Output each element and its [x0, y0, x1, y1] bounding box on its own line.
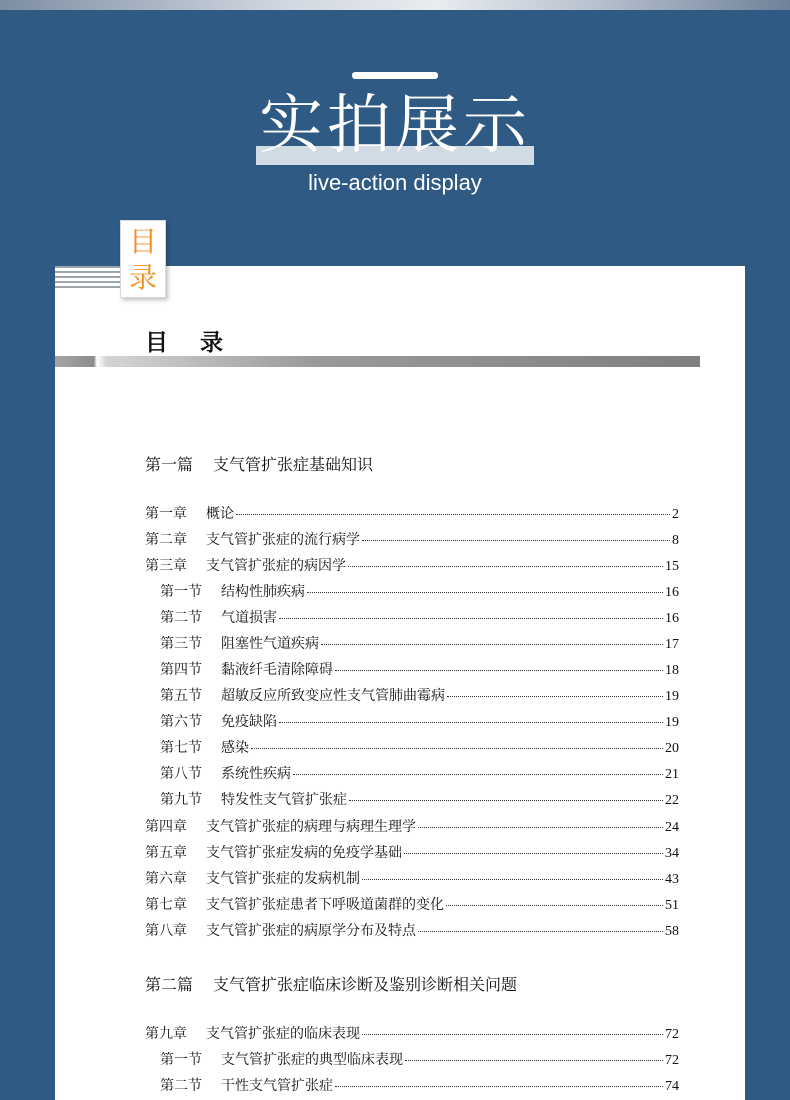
leader-dots: [321, 644, 663, 645]
part-heading: [145, 452, 373, 475]
leader-dots: [418, 827, 663, 828]
toc-entry: [145, 920, 679, 940]
entry-number: 第一节: [160, 1052, 202, 1068]
toc-entry: [145, 1023, 679, 1043]
top-decorative-strip: [0, 0, 790, 10]
entry-title: 干性支气管扩张症: [221, 1078, 333, 1094]
entry-number: 第四章: [145, 819, 187, 835]
toc-entry: [160, 737, 679, 757]
entry-title: 特发性支气管扩张症: [221, 792, 347, 808]
entry-title: 结构性肺疾病: [221, 584, 305, 600]
entry-title: 气道损害: [221, 610, 277, 626]
toc-tag-char-1: 目: [128, 225, 157, 258]
entry-number: 第四节: [160, 662, 202, 678]
entry-page: 17: [665, 637, 679, 652]
toc-entry: [160, 607, 679, 627]
entry-page: 16: [665, 611, 679, 626]
entry-page: 19: [665, 715, 679, 730]
leader-dots: [446, 905, 663, 906]
leader-dots: [362, 1034, 663, 1035]
entry-title: 支气管扩张症的典型临床表现: [221, 1052, 403, 1068]
toc-entry: [160, 659, 679, 679]
toc-entry: [145, 816, 679, 836]
entry-page: 2: [672, 507, 679, 522]
toc-entry: [145, 503, 679, 523]
entry-title: 支气管扩张症的病因学: [206, 558, 346, 574]
entry-number: 第五节: [160, 688, 202, 704]
entry-title: 黏液纤毛清除障碍: [221, 662, 333, 678]
section-subtitle: live-action display: [308, 170, 482, 195]
leader-dots: [348, 566, 663, 567]
entry-title: 感染: [221, 740, 249, 756]
leader-dots: [307, 592, 663, 593]
leader-dots: [447, 696, 663, 697]
entry-title: 阻塞性气道疾病: [221, 636, 319, 652]
entry-number: 第七节: [160, 740, 202, 756]
leader-dots: [279, 722, 663, 723]
part-title: 支气管扩张症临床诊断及鉴别诊断相关问题: [213, 975, 518, 994]
part-number: 第一篇: [145, 455, 194, 474]
entry-number: 第二章: [145, 532, 187, 548]
leader-dots: [335, 670, 663, 671]
entry-number: 第三节: [160, 636, 202, 652]
entry-number: 第八节: [160, 766, 202, 782]
toc-entry: [145, 894, 679, 914]
toc-entry: [160, 711, 679, 731]
entry-number: 第一节: [160, 584, 202, 600]
leader-dots: [335, 1086, 663, 1087]
toc-entry: [145, 555, 679, 575]
entry-title: 支气管扩张症的发病机制: [206, 871, 360, 887]
entry-title: 支气管扩张症的临床表现: [206, 1026, 360, 1042]
entry-title: 超敏反应所致变应性支气管肺曲霉病: [221, 688, 445, 704]
entry-number: 第二节: [160, 610, 202, 626]
page-edge-lines: [55, 266, 125, 288]
leader-dots: [293, 774, 663, 775]
entry-page: 16: [665, 585, 679, 600]
entry-page: 74: [665, 1079, 679, 1094]
entry-page: 58: [665, 924, 679, 939]
leader-dots: [362, 540, 670, 541]
entry-number: 第一章: [145, 506, 187, 522]
entry-number: 第三章: [145, 558, 187, 574]
entry-title: 支气管扩张症发病的免疫学基础: [206, 845, 402, 861]
entry-number: 第七章: [145, 897, 187, 913]
section-title: 实拍展示: [259, 89, 531, 163]
part-title: 支气管扩张症基础知识: [213, 455, 374, 474]
toc-entry: [145, 529, 679, 549]
entry-title: 支气管扩张症的病理与病理生理学: [206, 819, 416, 835]
leader-dots: [251, 748, 663, 749]
entry-number: 第六章: [145, 871, 187, 887]
toc-entry: [160, 763, 679, 783]
leader-dots: [405, 1060, 663, 1061]
entry-title: 支气管扩张症的流行病学: [206, 532, 360, 548]
entry-page: 20: [665, 741, 679, 756]
entry-number: 第二节: [160, 1078, 202, 1094]
entry-number: 第九节: [160, 792, 202, 808]
leader-dots: [349, 800, 663, 801]
toc-entry: [160, 633, 679, 653]
toc-entry: [145, 842, 679, 862]
entry-page: 43: [665, 872, 679, 887]
entry-title: 免疫缺陷: [221, 714, 277, 730]
header-dash: [352, 72, 438, 79]
document-title: 目 录: [145, 330, 236, 356]
entry-title: 概论: [206, 506, 234, 522]
toc-entry: [160, 1049, 679, 1069]
toc-entry: [160, 581, 679, 601]
entry-page: 51: [665, 898, 679, 913]
leader-dots: [418, 931, 663, 932]
toc-tag: [120, 220, 166, 298]
entry-page: 34: [665, 846, 679, 861]
entry-page: 22: [665, 793, 679, 808]
title-rule: [55, 356, 700, 367]
entry-page: 24: [665, 820, 679, 835]
entry-page: 21: [665, 767, 679, 782]
part-heading: [145, 972, 517, 995]
entry-number: 第八章: [145, 923, 187, 939]
entry-number: 第九章: [145, 1026, 187, 1042]
toc-entry: [145, 868, 679, 888]
entry-title: 支气管扩张症的病原学分布及特点: [206, 923, 416, 939]
entry-page: 8: [672, 533, 679, 548]
entry-number: 第五章: [145, 845, 187, 861]
leader-dots: [362, 879, 663, 880]
entry-title: 支气管扩张症患者下呼吸道菌群的变化: [206, 897, 444, 913]
entry-page: 15: [665, 559, 679, 574]
entry-number: 第六节: [160, 714, 202, 730]
toc-entry: [160, 685, 679, 705]
leader-dots: [404, 853, 663, 854]
part-number: 第二篇: [145, 975, 194, 994]
toc-entry: [160, 1075, 679, 1095]
entry-page: 19: [665, 689, 679, 704]
entry-page: 18: [665, 663, 679, 678]
leader-dots: [236, 514, 670, 515]
entry-page: 72: [665, 1053, 679, 1068]
toc-tag-char-2: 录: [128, 261, 157, 294]
entry-title: 系统性疾病: [221, 766, 291, 782]
toc-entry: [160, 789, 679, 809]
entry-page: 72: [665, 1027, 679, 1042]
leader-dots: [279, 618, 663, 619]
